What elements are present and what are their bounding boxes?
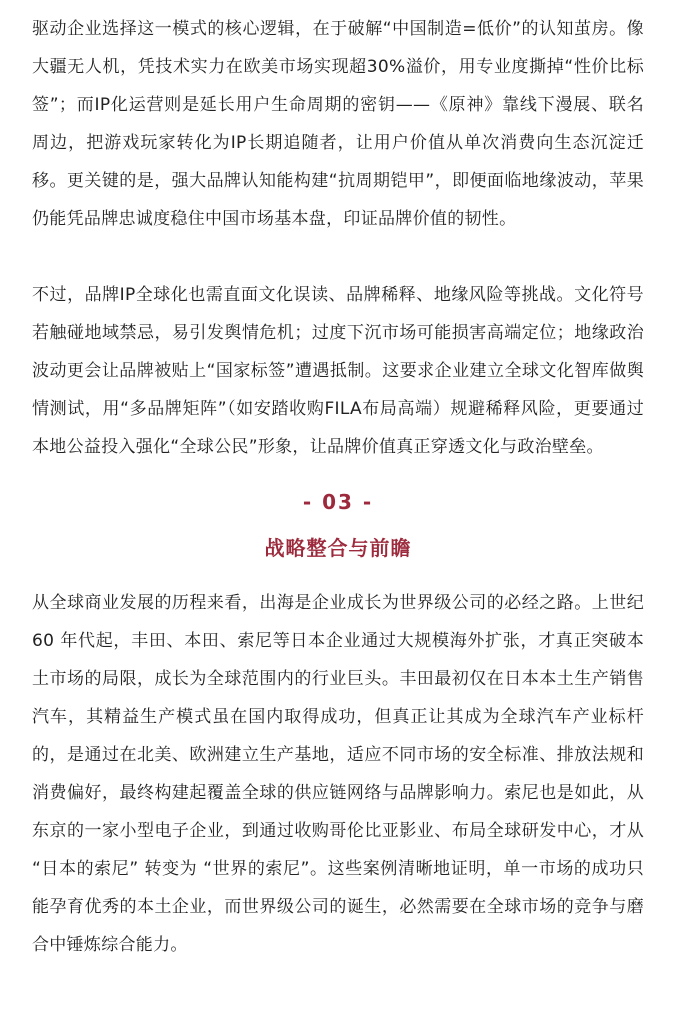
paragraph-brand-challenges: 不过，品牌IP全球化也需直面文化误读、品牌稀释、地缘风险等挑战。文化符号若触碰地域禁忌，易引发舆情危机；过度下沉市场可能损害高端定位；地缘政治波动更会让品牌被贴上“国家标签”遭遇抵制。这要求企业建立全球文化智库做舆情测试，用“多品牌矩阵”（如安踏收购FILA布局高端）规避稀释风险，更要通过本地公益投入强化“全球公民”形象，让品牌价值真正穿透文化与政治壁垒。 xyxy=(32,285,644,457)
paragraph-brand-logic: 驱动企业选择这一模式的核心逻辑，在于破解“中国制造=低价”的认知茧房。像大疆无人机，凭技术实力在欧美市场实现超30%溢价，用专业度撕掉“性价比标签”；而IP化运营则是延长用户生命周期的密钥——《原神》靠线下漫展、联名周边，把游戏玩家转化为IP长期追随者，让用户价值从单次消费向生态沉淀迁移。更关键的是，强大品牌认知能构建“抗周期铠甲”，即便面临地缘波动，苹果仍能凭品牌忠诚度稳住中国市场基本盘，印证品牌价值的韧性。 xyxy=(32,19,644,229)
section-number: - 03 - xyxy=(302,490,374,514)
article-body xyxy=(32,10,644,964)
section-title: 战略整合与前瞻 xyxy=(264,536,412,560)
paragraph-global-history: 从全球商业发展的历程来看，出海是企业成长为世界级公司的必经之路。上世纪 60 年代起，丰田、本田、索尼等日本企业通过大规模海外扩张，才真正突破本土市场的局限，成长为全球范围内的行业巨头。丰田最初仅在日本本土生产销售汽车，其精益生产模式虽在国内取得成功，但真正让其成为全球汽车产业标杆的，是通过在北美、欧洲建立生产基地，适应不同市场的安全标准、排放法规和消费偏好，最终构建起覆盖全球的供应链网络与品牌影响力。索尼也是如此，从东京的一家小型电子企业，到通过收购哥伦比亚影业、布局全球研发中心，才从 “日本的索尼” 转变为 “世界的索尼”。这些案例清晰地证明，单一市场的成功只能孕育优秀的本土企业，而世界级公司的诞生，必然需要在全球市场的竞争与磨合中锤炼综合能力。 xyxy=(32,593,644,955)
